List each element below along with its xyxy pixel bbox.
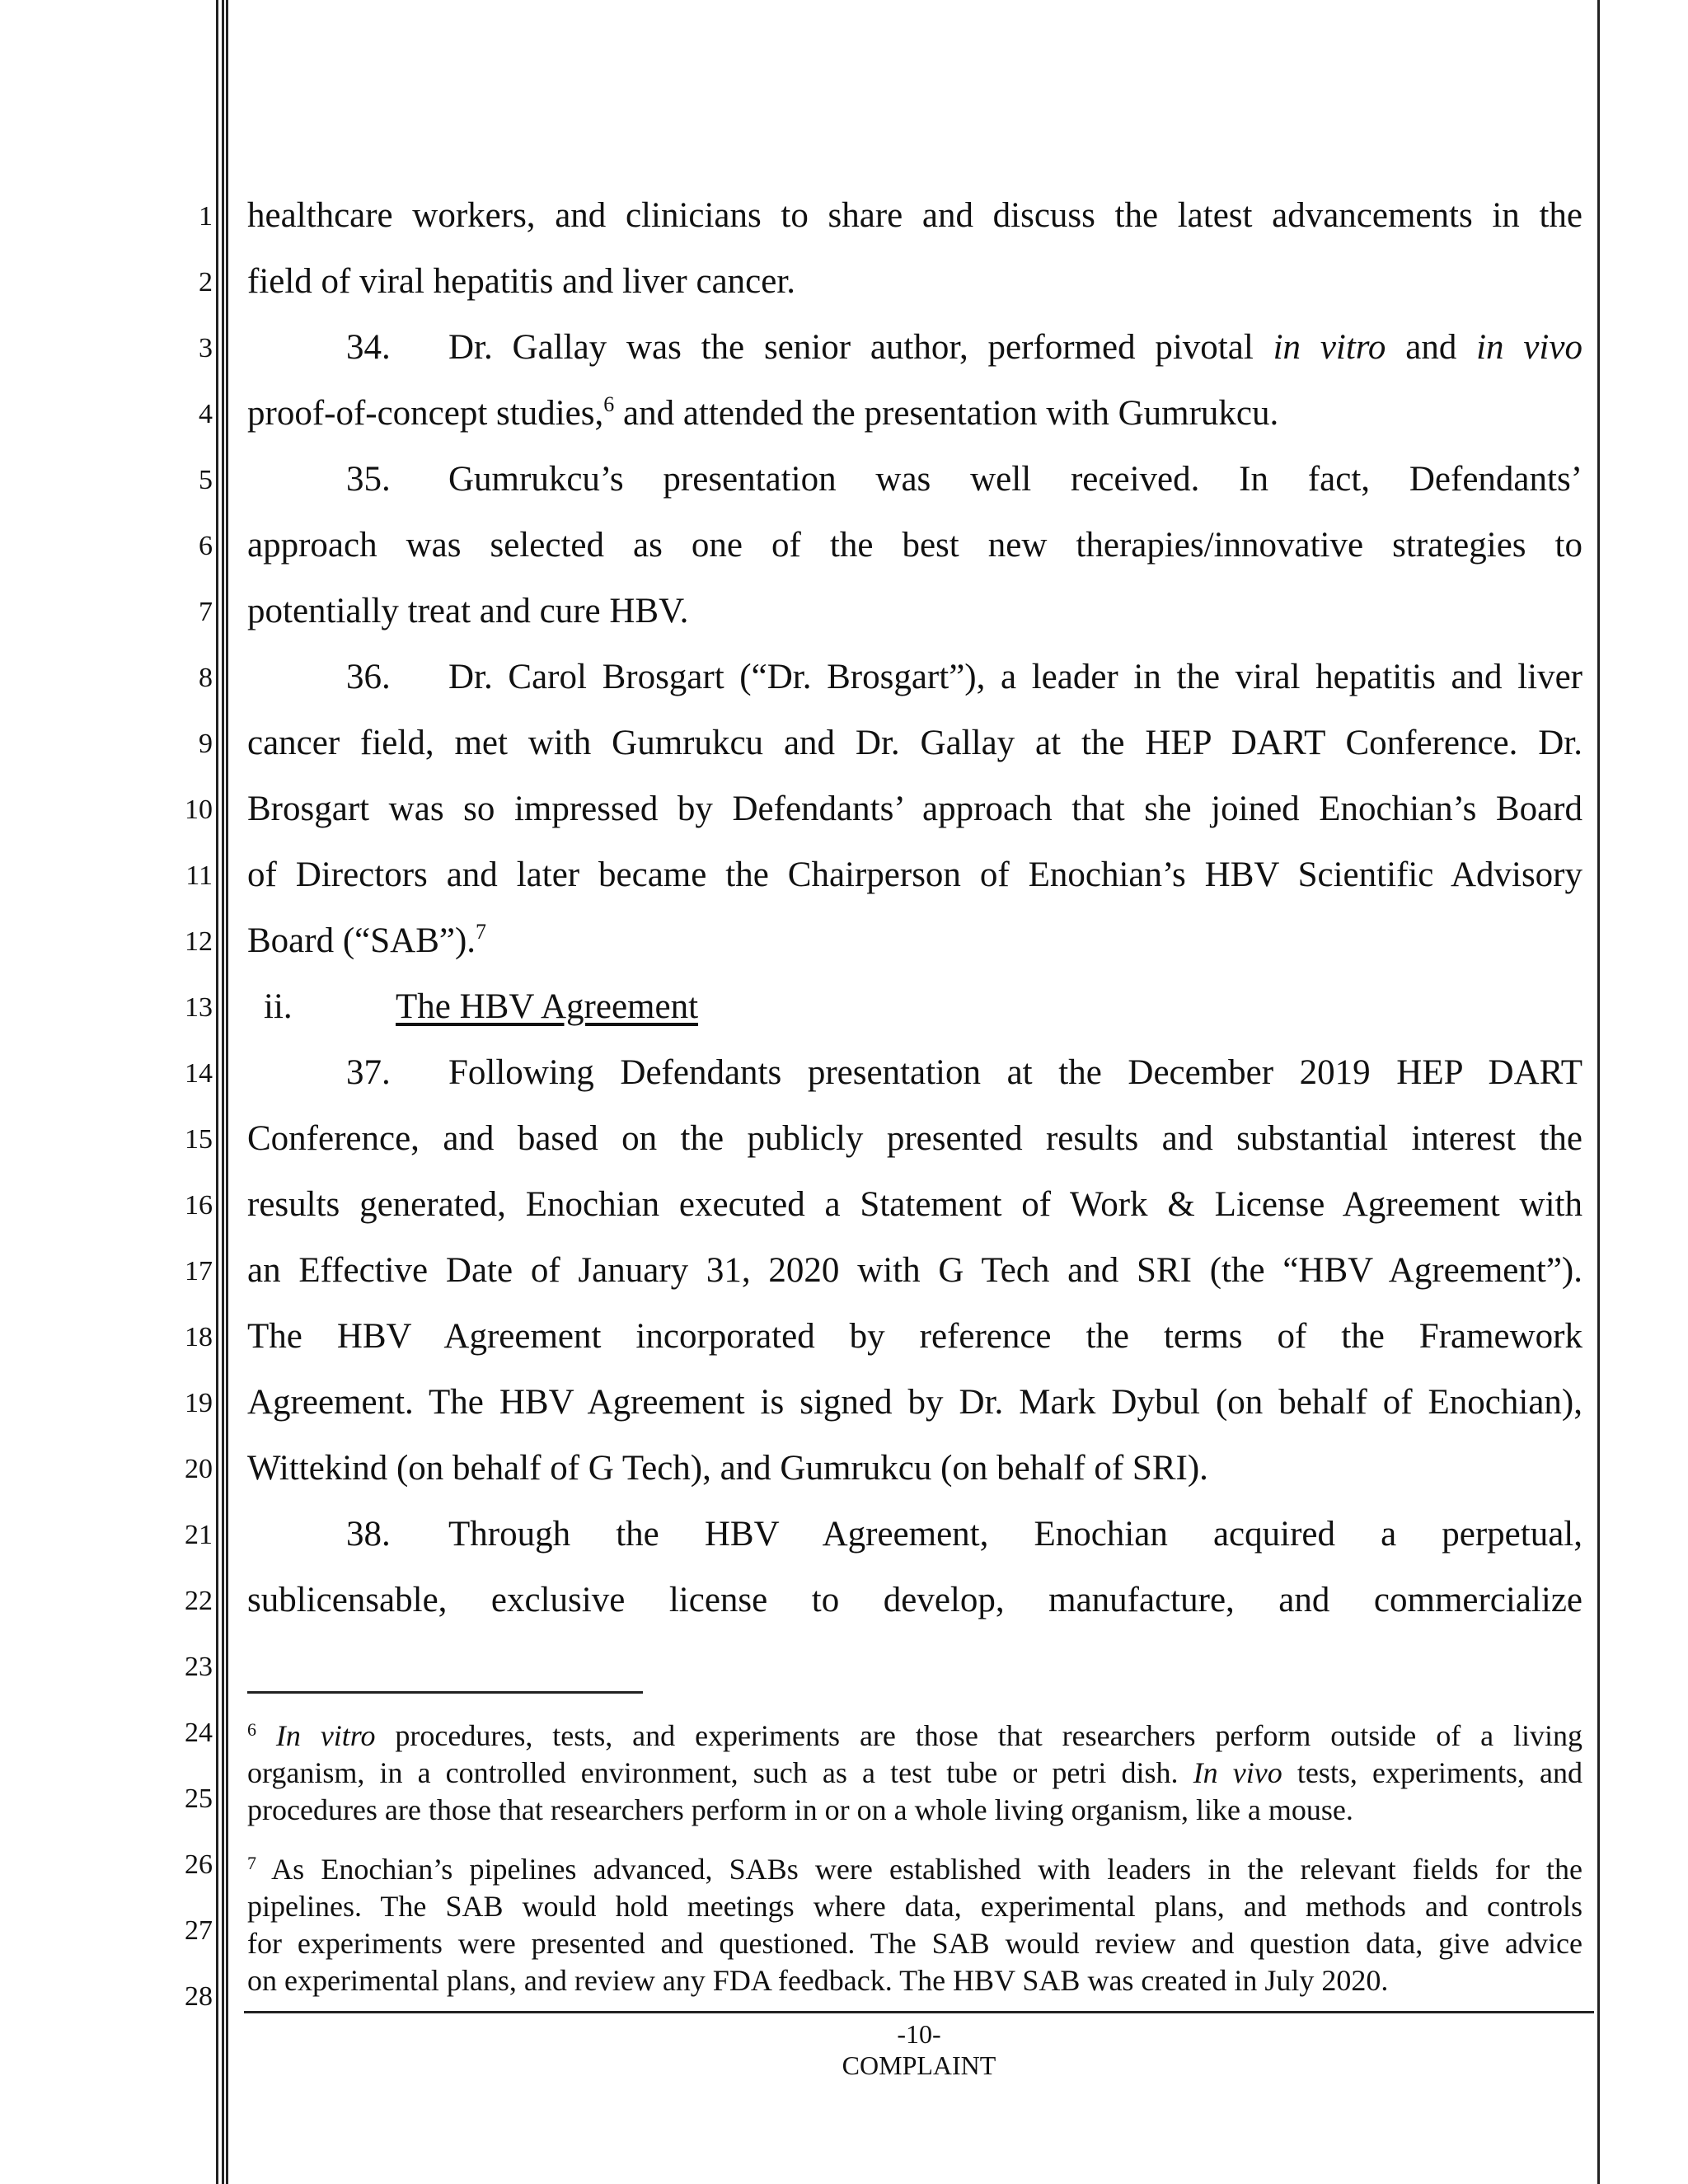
line-number: 9: [199, 729, 213, 759]
paragraph-number: 38.: [346, 1515, 391, 1554]
body-line: [247, 920, 1582, 960]
body-line: [247, 392, 1582, 433]
text-run: proof-of-concept studies,: [247, 394, 604, 433]
line-number: 15: [185, 1124, 213, 1155]
body-line: Agreement. The HBV Agreement is signed by Dr. Mark Dybul (on behalf of Enochian),: [247, 1383, 1582, 1422]
text-run: and attended the presentation with Gumrukcu.: [614, 394, 1279, 433]
document-title: COMPLAINT: [842, 2050, 996, 2080]
heading-title: The HBV Agreement: [396, 987, 699, 1026]
footnote-6-line: [247, 1721, 1582, 1750]
text-run: Following Defendants presentation at the December 2019 HEP DART: [448, 1053, 1582, 1092]
line-number: 12: [185, 926, 213, 957]
line-number: 25: [185, 1783, 213, 1814]
text-run: organism, in a controlled environment, such as a test tube or petri dish.: [247, 1756, 1193, 1789]
line-number: 19: [185, 1388, 213, 1418]
text-run: Dr. Carol Brosgart (“Dr. Brosgart”), a leader in the viral hepatitis and liver: [448, 658, 1582, 696]
heading-number: ii.: [264, 987, 293, 1026]
italic-term: In vitro: [275, 1719, 376, 1752]
body-line: Conference, and based on the publicly presented results and substantial interest the: [247, 1119, 1582, 1158]
line-number: 13: [185, 992, 213, 1023]
line-number: 24: [185, 1718, 213, 1748]
body-line: field of viral hepatitis and liver cancer.: [247, 262, 796, 301]
line-number: 1: [199, 201, 213, 232]
line-number: 3: [199, 333, 213, 363]
body-line: sublicensable, exclusive license to develop, manufacture, and commercialize: [247, 1581, 1582, 1619]
line-number: 6: [199, 531, 213, 561]
body-line: approach was selected as one of the best new therapies/innovative strategies to: [247, 526, 1582, 565]
paragraph-37: [247, 1055, 1582, 1090]
text-run: Gumrukcu’s presentation was well received. In fact, Defendants’: [448, 460, 1582, 499]
left-margin-rule-third: [226, 0, 228, 2184]
footnote-separator: [247, 1691, 643, 1694]
body-line: results generated, Enochian executed a Statement of Work & License Agreement with: [247, 1185, 1582, 1224]
body-line: Brosgart was so impressed by Defendants’ approach that she joined Enochian’s Board: [247, 790, 1582, 828]
line-number: 5: [199, 465, 213, 495]
italic-term: in vivo: [1476, 328, 1582, 367]
line-number: 21: [185, 1520, 213, 1550]
footnote-6-line: procedures are those that researchers perform in or on a whole living organism, like a mouse.: [247, 1793, 1353, 1826]
line-number: 18: [185, 1322, 213, 1352]
footnote-number: 7: [247, 1853, 256, 1873]
text-run: Dr. Gallay was the senior author, performed pivotal: [448, 328, 1273, 367]
italic-term: in vitro: [1273, 328, 1386, 367]
text-run: As Enochian’s pipelines advanced, SABs were established with leaders in the relevant fields for the: [256, 1853, 1582, 1886]
line-number: 27: [185, 1915, 213, 1946]
paragraph-number: 35.: [346, 460, 391, 499]
left-margin-rule-inner: [222, 0, 224, 2184]
text-run: tests, experiments, and: [1282, 1756, 1583, 1789]
body-line: cancer field, met with Gumrukcu and Dr. Gallay at the HEP DART Conference. Dr.: [247, 724, 1582, 762]
line-number: 23: [185, 1652, 213, 1682]
footnote-7-line: pipelines. The SAB would hold meetings where data, experimental plans, and methods and controls: [247, 1890, 1582, 1923]
section-heading: [264, 989, 698, 1024]
line-number: 2: [199, 267, 213, 298]
footer-separator: [244, 2011, 1594, 2013]
line-number: 14: [185, 1058, 213, 1089]
footnote-7-line: on experimental plans, and review any FDA feedback. The HBV SAB was created in July 2020.: [247, 1964, 1389, 1997]
footnote-ref: 7: [476, 920, 487, 944]
body-line: potentially treat and cure HBV.: [247, 592, 689, 630]
footnote-6-line: [247, 1758, 1582, 1788]
paragraph-38: [247, 1516, 1582, 1552]
footnote-7-line: for experiments were presented and questioned. The SAB would review and question data, give advice: [247, 1927, 1582, 1960]
left-margin-rule: [216, 0, 218, 2184]
line-number: 28: [185, 1981, 213, 2012]
text-run: and: [1386, 328, 1477, 367]
body-line: an Effective Date of January 31, 2020 with G Tech and SRI (the “HBV Agreement”).: [247, 1251, 1582, 1290]
footnote-number: 6: [247, 1719, 256, 1740]
line-number: 16: [185, 1190, 213, 1221]
paragraph-number: 36.: [346, 658, 391, 696]
line-number: 10: [185, 794, 213, 825]
footnote-7-line: [247, 1854, 1582, 1884]
body-line: The HBV Agreement incorporated by reference the terms of the Framework: [247, 1317, 1582, 1356]
line-number: 8: [199, 663, 213, 693]
body-line: healthcare workers, and clinicians to share and discuss the latest advancements in the: [247, 196, 1582, 235]
page-number: -10-: [897, 2019, 941, 2049]
paragraph-36: [247, 659, 1582, 695]
line-number: 7: [199, 597, 213, 627]
body-line: of Directors and later became the Chairperson of Enochian’s HBV Scientific Advisory: [247, 855, 1582, 894]
paragraph-35: [247, 462, 1582, 497]
italic-term: In vivo: [1193, 1756, 1282, 1789]
footnote-ref: 6: [603, 392, 615, 416]
paragraph-number: 34.: [346, 328, 391, 367]
text-run: Board (“SAB”).: [247, 921, 476, 960]
line-number: 11: [185, 860, 213, 891]
text-run: Through the HBV Agreement, Enochian acquired a perpetual,: [448, 1515, 1582, 1554]
paragraph-34: [247, 330, 1582, 365]
right-margin-rule: [1597, 0, 1600, 2184]
text-run: procedures, tests, and experiments are those that researchers perform outside of a living: [375, 1719, 1583, 1752]
line-number: 4: [199, 399, 213, 429]
line-number: 22: [185, 1586, 213, 1616]
line-number: 20: [185, 1454, 213, 1484]
paragraph-number: 37.: [346, 1053, 391, 1092]
line-number: 26: [185, 1849, 213, 1880]
body-line: Wittekind (on behalf of G Tech), and Gumrukcu (on behalf of SRI).: [247, 1449, 1208, 1488]
line-number: 17: [185, 1256, 213, 1286]
